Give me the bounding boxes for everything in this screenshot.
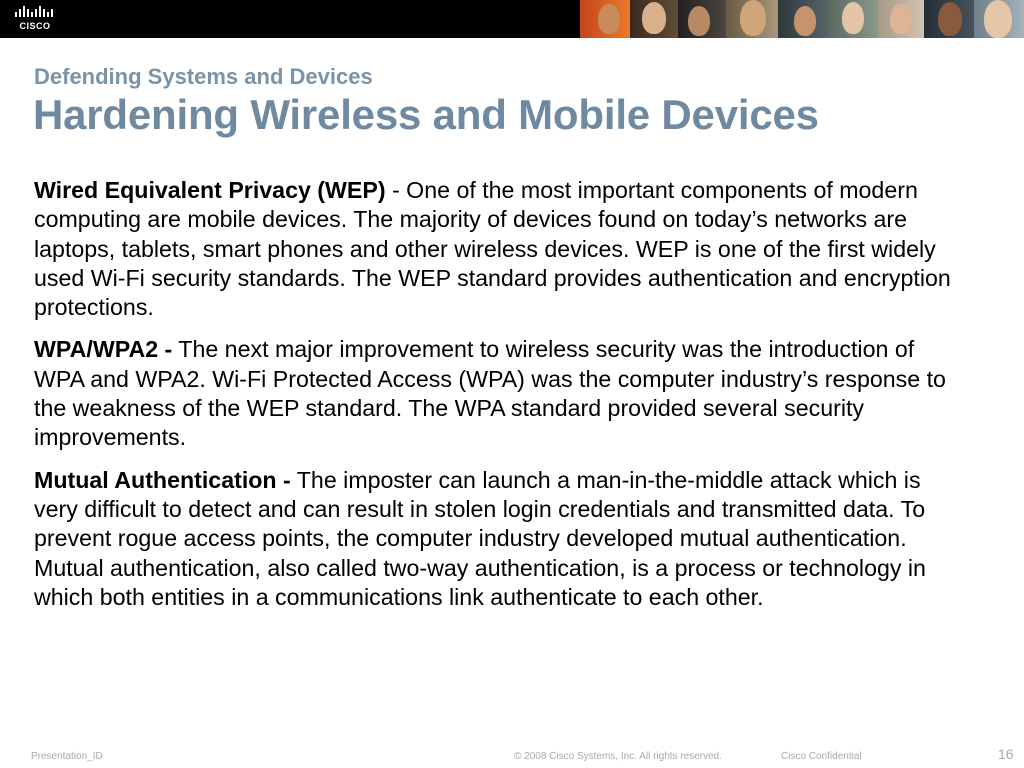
page-number: 16 (998, 746, 1014, 762)
header-photo (778, 0, 828, 38)
header-photo (630, 0, 678, 38)
text-wpa: The next major improvement to wireless security was the introduction of WPA and WPA2. Wi-Fi Protected Access (WPA) was the computer industry’s response to the weakness of the WEP standard. The WPA standard provided several security improvements. (34, 336, 946, 451)
header-photo (580, 0, 630, 38)
text-mutual-auth: The imposter can launch a man-in-the-middle attack which is very difficult to detect and can result in stolen login credentials and transmitted data. To prevent rogue access points, the computer industry developed mutual authentication. Mutual authentication, also called two-way authentication, is a process or technology in which both entities in a communications link authenticate to each other. (34, 466, 926, 610)
header-photo (678, 0, 726, 38)
term-wpa: WPA/WPA2 - (34, 336, 173, 363)
header-photo (924, 0, 974, 38)
cisco-wordmark: CISCO (19, 21, 51, 31)
footer-presentation-id: Presentation_ID (31, 751, 103, 762)
slide-body (34, 176, 964, 625)
cisco-logo (10, 4, 60, 34)
header-bar (0, 0, 1024, 38)
cisco-bridge-icon (10, 4, 60, 20)
header-photo (726, 0, 778, 38)
paragraph-wep (34, 176, 964, 322)
slide-title: Hardening Wireless and Mobile Devices (33, 91, 819, 138)
footer-copyright: © 2008 Cisco Systems, Inc. All rights reserved. (514, 751, 723, 762)
header-photo (974, 0, 1024, 38)
slide-subtitle: Defending Systems and Devices (34, 64, 373, 89)
term-wep: Wired Equivalent Privacy (WEP) (34, 177, 386, 203)
text-wep: - One of the most important components of modern computing are mobile devices. The majority of devices found on today’s networks are laptops, tablets, smart phones and other wireless devices. WEP is one of the first widely used Wi-Fi security standards. The WEP standard provides authentication and encryption protections. (34, 177, 951, 321)
header-photo (828, 0, 878, 38)
paragraph-mutual-auth (34, 466, 964, 612)
header-photo (878, 0, 924, 38)
term-mutual-auth: Mutual Authentication - (34, 466, 291, 493)
paragraph-wpa (34, 335, 964, 452)
footer-confidential: Cisco Confidential (781, 751, 862, 762)
header-photo-strip (580, 0, 1024, 38)
